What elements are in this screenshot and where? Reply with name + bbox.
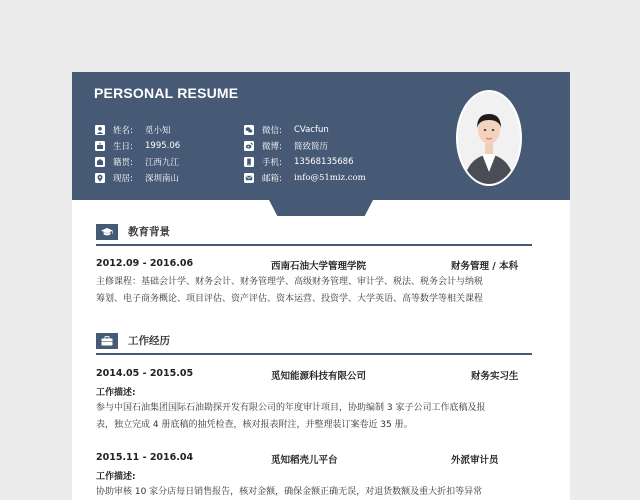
briefcase-icon — [96, 333, 118, 349]
work-desc-label: 工作描述: — [96, 388, 136, 398]
work-company: 觅知稻壳儿平台 — [271, 455, 338, 466]
work-description — [96, 484, 534, 500]
description-line: 协助审核 10 家分店每日销售报告，核对金额，确保金额正确无误，对退货数额及重大折扣等异常 — [96, 487, 483, 497]
wechat-icon — [243, 125, 254, 136]
section-divider — [96, 353, 532, 355]
mail-icon — [243, 173, 254, 184]
info-hometown: 籍贯: 江西九江 — [94, 155, 179, 169]
graduation-cap-icon — [96, 224, 118, 240]
header-tab-decoration — [269, 200, 373, 216]
info-mail: 邮箱: info@51miz.com — [243, 171, 366, 185]
work-desc-label: 工作描述: — [96, 472, 136, 482]
work-company: 觅知能源科技有限公司 — [271, 371, 367, 382]
location-icon — [94, 173, 105, 184]
section-divider — [96, 244, 532, 246]
birthday-icon — [94, 141, 105, 152]
info-birthday: 生日: 1995.06 — [94, 139, 180, 153]
work-period: 2015.11 - 2016.04 — [96, 452, 194, 463]
work-period: 2014.05 - 2015.05 — [96, 368, 194, 379]
section-work — [96, 331, 532, 353]
work-entry-header — [96, 452, 532, 466]
work-role: 财务实习生 — [471, 371, 519, 382]
user-icon — [94, 125, 105, 136]
weibo-icon — [243, 141, 254, 152]
education-entry-header — [96, 258, 532, 272]
phone-icon — [243, 157, 254, 168]
resume-header — [72, 72, 570, 200]
education-period: 2012.09 - 2016.06 — [96, 258, 194, 269]
profile-photo — [456, 90, 522, 186]
work-description — [96, 400, 534, 433]
info-phone: 手机: 13568135686 — [243, 155, 354, 169]
education-major: 财务管理 / 本科 — [451, 261, 519, 272]
education-school: 西南石油大学管理学院 — [271, 261, 367, 272]
education-courses — [96, 274, 534, 307]
description-line: 表，独立完成 4 册底稿的抽凭检查，核对报表附注，并整理装订案卷近 35 册。 — [96, 419, 413, 430]
resume-title: PERSONAL RESUME — [94, 85, 239, 101]
section-title: 教育背景 — [128, 226, 170, 238]
resume-page — [72, 72, 570, 500]
courses-line: 主修课程：基础会计学、财务会计、财务管理学、高级财务管理、审计学、税法、税务会计与纳税 — [96, 277, 484, 287]
work-entry-header — [96, 368, 532, 382]
description-line: 参与中国石油集团国际石油勘探开发有限公司的年度审计项目，协助编制 3 家子公司工作底稿及报 — [96, 403, 486, 413]
courses-line: 筹划、电子商务概论、项目评估、资产评估、资本运营、投资学、大学英语、高等数学等相关课程 — [96, 293, 484, 304]
work-role: 外派审计员 — [451, 455, 499, 466]
info-wechat: 微信: CVacfun — [243, 123, 329, 137]
info-name: 姓名: 觅小知 — [94, 123, 171, 137]
info-location: 现居: 深圳南山 — [94, 171, 179, 185]
section-education — [96, 222, 532, 244]
info-weibo: 微博: 简致简历 — [243, 139, 328, 153]
section-title: 工作经历 — [128, 335, 170, 347]
hometown-icon — [94, 157, 105, 168]
